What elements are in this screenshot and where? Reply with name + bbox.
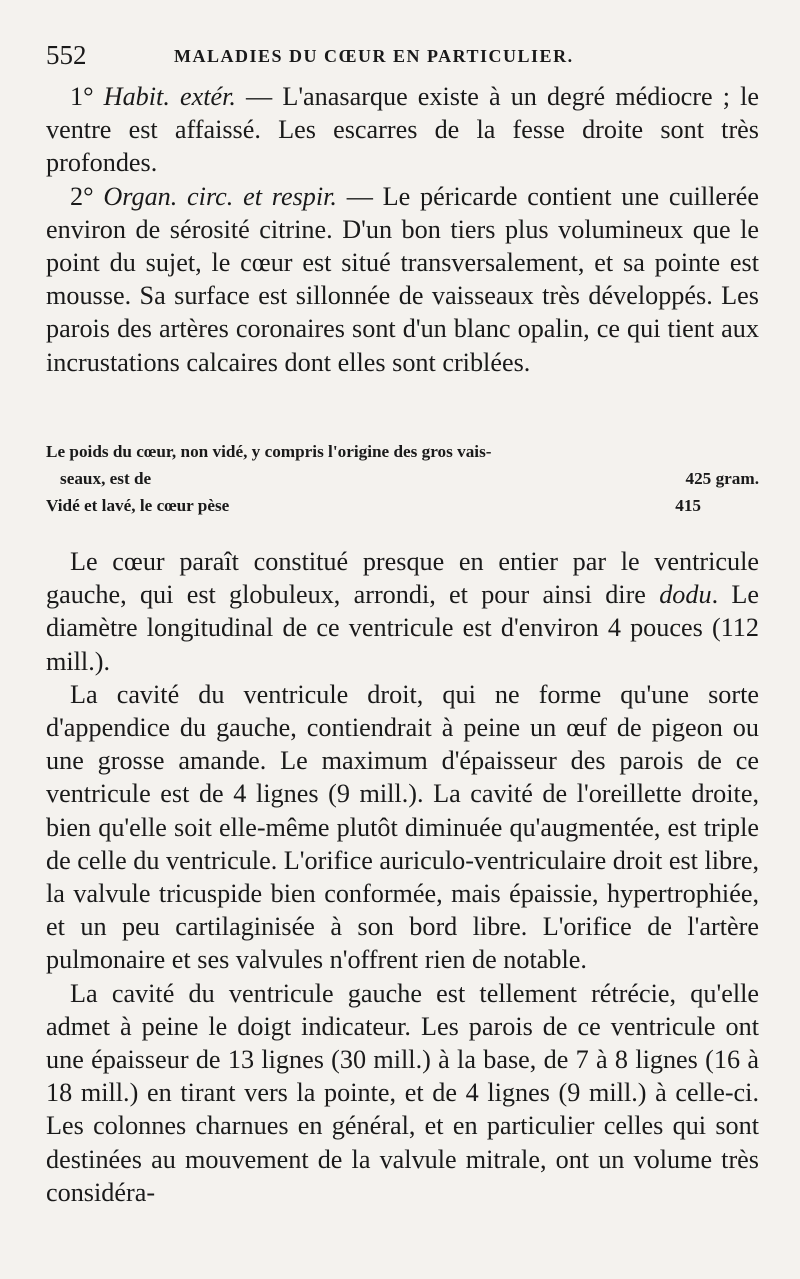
italic-term: dodu	[659, 580, 712, 610]
section-title: Organ. circ. et respir.	[103, 181, 337, 211]
paragraph-number: 2°	[70, 181, 94, 211]
paragraph-ventricule-droit	[46, 678, 759, 977]
running-head: MALADIES DU CŒUR EN PARTICULIER.	[174, 46, 574, 66]
text-block-lower	[46, 545, 759, 1209]
paragraph-text: La cavité du ventricule gauche est tellement rétrécie, qu'elle admet à peine le doigt indicateur. Les parois de ce ventricule ont une épaisseur de 13 lignes (30 mill.) à la base, de 7 à 8 lignes (16 à 18 mill.) en tirant vers la pointe, et de 4 lignes (9 mill.) à celle-ci. Les colonnes charnues en général, et en particulier celles qui sont destinées au mouvement de la valvule mitrale, ont un volume très considéra-	[46, 978, 759, 1207]
weight-line	[46, 492, 759, 519]
weight-value: 415	[675, 496, 701, 515]
weight-label: Vidé et lavé, le cœur pèse	[46, 496, 230, 515]
text-block-upper	[46, 80, 759, 379]
weight-line	[46, 465, 759, 492]
paragraph-number: 1°	[70, 82, 94, 111]
heart-weight-table	[46, 438, 759, 519]
weight-line	[46, 438, 759, 465]
paragraph-text: — L'anasarque existe à un degré médiocre ; le ventre est affaissé. Les escarres de la fesse droite sont très profondes.	[46, 82, 759, 178]
paragraph-text: La cavité du ventricule droit, qui ne forme qu'une sorte d'appendice du gauche, contiendrait à peine un œuf de pigeon ou une grosse amande. Le maximum d'épaisseur des parois de ce ventricule est de 4 lignes (9 mill.). La cavité de l'oreillette droite, bien qu'elle soit elle-même plutôt diminuée qu'augmentée, est triple de celle du ventricule. L'orifice auriculo-ventriculaire droit est libre, la valvule tricuspide bien conformée, mais épaissie, hypertrophiée, et un peu cartilaginisée à son bord libre. L'orifice de l'artère pulmonaire et ses valvules n'offrent rien de notable.	[46, 679, 759, 975]
section-title: Habit. extér.	[103, 82, 236, 111]
weight-value: 425 gram.	[685, 469, 759, 488]
paragraph-habit-exterieur	[46, 80, 759, 180]
paragraph-organes-circulation	[46, 180, 759, 379]
paragraph-text: — Le péricarde contient une cuillerée environ de sérosité citrine. D'un bon tiers plus volumineux que le point du sujet, le cœur est situé transversalement, et sa pointe est mousse. Sa surface est sillonnée de vaisseaux très développés. Les parois des artères coronaires sont d'un blanc opalin, ce qui tient aux incrustations calcaires dont elles sont criblées.	[46, 181, 759, 377]
paragraph-ventricule-gauche	[46, 977, 759, 1209]
weight-label: seaux, est de	[60, 469, 152, 488]
paragraph-text: . Le diamètre longitudinal de ce ventricule est d'environ 4 pouces (112 mill.).	[46, 580, 759, 676]
weight-label: Le poids du cœur, non vidé, y compris l'origine des gros vais-	[46, 442, 492, 461]
paragraph-text: Le cœur paraît constitué presque en entier par le ventricule gauche, qui est globuleux, arrondi, et pour ainsi dire	[46, 547, 759, 610]
paragraph-coeur-gauche	[46, 545, 759, 678]
page-number: 552	[46, 40, 87, 70]
page-header	[46, 40, 766, 76]
